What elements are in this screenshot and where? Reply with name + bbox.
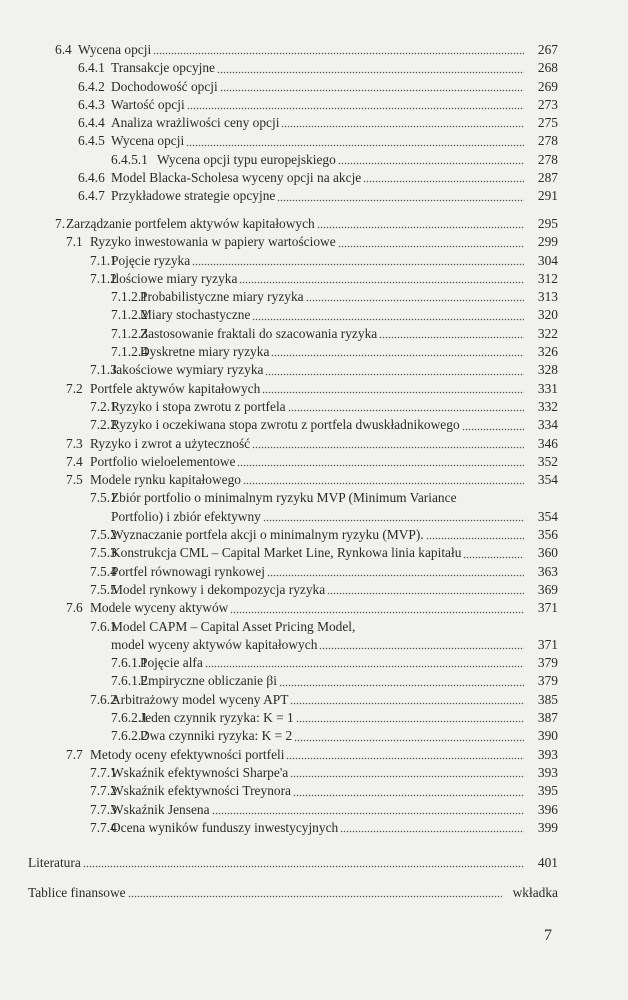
entry-title: Tablice finansowe (28, 885, 126, 900)
entry-page: 328 (537, 362, 558, 378)
toc-entry[interactable] (0, 471, 628, 489)
dot-leader (293, 787, 524, 797)
entry-title: Probabilistyczne miary ryzyka (140, 289, 304, 305)
toc-entry[interactable] (0, 325, 628, 343)
entry-number: 7.7.1 (90, 764, 117, 780)
toc-entry[interactable] (0, 599, 628, 617)
dot-leader (187, 100, 524, 110)
entry-number: 7.5.3 (90, 545, 117, 561)
entry-page: 393 (537, 764, 558, 780)
toc-entry[interactable] (0, 306, 628, 324)
dot-leader (306, 292, 524, 302)
entry-page: 313 (537, 289, 558, 305)
entry-number: 7.3 (66, 435, 83, 451)
entry-number: 7.1.2 (90, 270, 117, 286)
entry-page: 295 (537, 216, 558, 231)
entry-page: 312 (537, 270, 558, 286)
dot-leader (462, 421, 524, 431)
entry-title: Pojęcie ryzyka (111, 252, 191, 268)
toc-entry[interactable] (0, 672, 628, 690)
entry-number: 7.6.2.2 (111, 728, 148, 744)
toc-entry[interactable] (0, 380, 628, 398)
dot-leader (279, 677, 524, 687)
entry-page: 352 (537, 453, 558, 469)
dot-leader (338, 238, 524, 248)
entry-number: 6.4 (55, 42, 72, 57)
entry-title: Modele wyceny aktywów (90, 600, 229, 616)
dot-leader (463, 549, 524, 559)
entry-page: 299 (537, 234, 558, 250)
toc-entry[interactable] (0, 764, 628, 782)
dot-leader (338, 155, 524, 165)
entry-title: Wskaźnik efektywności Treynora (111, 783, 291, 799)
entry-title: Zbiór portfolio o minimalnym ryzyku MVP (Minimum Variance (111, 490, 457, 506)
entry-page: 334 (537, 417, 558, 433)
toc-entry[interactable] (0, 508, 628, 526)
dot-leader (153, 45, 524, 55)
entry-page: 267 (537, 42, 558, 57)
entry-title: Metody oceny efektywności portfeli (90, 746, 285, 762)
entry-page: 331 (537, 380, 558, 396)
entry-title: Transakcje opcyjne (111, 60, 215, 76)
entry-title: Modele rynku kapitałowego (90, 472, 241, 488)
toc-entry[interactable] (0, 453, 628, 471)
dot-leader (252, 311, 524, 321)
entry-number: 7.5.4 (90, 563, 117, 579)
entry-title: Literatura (28, 855, 81, 870)
dot-leader (319, 640, 524, 650)
entry-title: Wskaźnik efektywności Sharpe'a (111, 764, 289, 780)
toc-entry[interactable] (0, 691, 628, 709)
entry-page: 393 (537, 746, 558, 762)
dot-leader (186, 137, 524, 147)
entry-number: 7.1.1 (90, 252, 117, 268)
entry-title: Ocena wyników funduszy inwestycyjnych (111, 819, 339, 835)
entry-title: Dyskretne miary ryzyka (140, 344, 270, 360)
toc-entry[interactable] (0, 636, 628, 654)
entry-page: 322 (537, 325, 558, 341)
entry-page: 401 (537, 855, 558, 870)
toc-entry[interactable] (0, 96, 628, 114)
toc-entry[interactable] (0, 78, 628, 96)
dot-leader (290, 768, 524, 778)
toc-entry[interactable] (0, 801, 628, 819)
dot-leader (363, 173, 524, 183)
entry-page: wkładka (512, 885, 558, 900)
toc-entry[interactable] (0, 618, 628, 636)
entry-number: 7.7 (66, 746, 83, 762)
entry-number: 7.6 (66, 600, 83, 616)
dot-leader (220, 82, 524, 92)
entry-number: 7.6.2 (90, 691, 117, 707)
entry-title: Portfele aktywów kapitałowych (90, 380, 261, 396)
entry-page: 399 (537, 819, 558, 835)
dot-leader (239, 274, 524, 284)
entry-number: 7.4 (66, 453, 83, 469)
dot-leader (243, 475, 524, 485)
entry-title: Portfolio wieloelementowe (90, 453, 236, 469)
toc-entry[interactable] (0, 581, 628, 599)
entry-number: 7.2.2 (90, 417, 117, 433)
entry-title: Analiza wrażliwości ceny opcji (111, 115, 280, 131)
toc-entry[interactable] (0, 151, 628, 169)
entry-number: 7.2.1 (90, 398, 117, 414)
toc-entry[interactable] (0, 343, 628, 361)
entry-title: Pojęcie alfa (140, 655, 203, 671)
dot-leader (262, 384, 524, 394)
entry-title: Przykładowe strategie opcyjne (111, 188, 276, 204)
toc-entry[interactable] (0, 727, 628, 745)
entry-title: Zarządzanie portfelem aktywów kapitałowych (66, 216, 315, 231)
entry-number: 7.1.2.2 (111, 307, 148, 323)
entry-title: Portfel równowagi rynkowej (111, 563, 265, 579)
entry-number: 7.5.2 (90, 527, 117, 543)
dot-leader (327, 585, 524, 595)
dot-leader (192, 256, 524, 266)
dot-leader (205, 658, 524, 668)
entry-number: 7.6.2.1 (111, 710, 148, 726)
entry-page: 356 (537, 527, 558, 543)
toc-entry[interactable] (0, 252, 628, 270)
entry-number: 6.4.2 (78, 78, 105, 94)
entry-number: 6.4.5 (78, 133, 105, 149)
entry-number: 7.2 (66, 380, 83, 396)
toc-entry-literature[interactable] (0, 854, 628, 872)
entry-title: Miary stochastyczne (140, 307, 251, 323)
entry-number: 7.6.1 (90, 618, 117, 634)
toc-entry[interactable] (0, 563, 628, 581)
entry-number: 6.4.1 (78, 60, 105, 76)
dot-leader (294, 732, 524, 742)
entry-title: Model Blacka-Scholesa wyceny opcji na akcje (111, 170, 362, 186)
toc-entry[interactable] (0, 544, 628, 562)
entry-page: 278 (537, 151, 558, 167)
entry-number: 7.5 (66, 472, 83, 488)
entry-page: 385 (537, 691, 558, 707)
entry-page: 287 (537, 170, 558, 186)
entry-page: 268 (537, 60, 558, 76)
toc-entry[interactable] (0, 215, 628, 233)
entry-title: Portfolio) i zbiór efektywny (111, 508, 261, 524)
entry-title: Konstrukcja CML – Capital Market Line, Rynkowa linia kapitału (111, 545, 462, 561)
entry-title: Wycena opcji (111, 133, 185, 149)
dot-leader (286, 750, 524, 760)
entry-title: Model rynkowy i dekompozycja ryzyka (111, 581, 326, 597)
dot-leader (426, 530, 524, 540)
entry-number: 7.1 (66, 234, 83, 250)
dot-leader (317, 219, 524, 229)
entry-number: 6.4.7 (78, 188, 105, 204)
entry-page: 371 (537, 636, 558, 652)
entry-title: Wycena opcji (78, 42, 152, 57)
toc-entry[interactable] (0, 41, 628, 59)
entry-page: 278 (537, 133, 558, 149)
entry-number: 6.4.3 (78, 96, 105, 112)
toc-entry[interactable] (0, 187, 628, 205)
entry-title: model wyceny aktywów kapitałowych (111, 636, 318, 652)
entry-title: Dochodowość opcji (111, 78, 218, 94)
entry-page: 360 (537, 545, 558, 561)
entry-page: 320 (537, 307, 558, 323)
entry-title: Empiryczne obliczanie βi (140, 673, 277, 689)
entry-page: 273 (537, 96, 558, 112)
entry-page: 332 (537, 398, 558, 414)
dot-leader (212, 805, 524, 815)
entry-page: 354 (537, 472, 558, 488)
entry-page: 371 (537, 600, 558, 616)
entry-title: Jakościowe wymiary ryzyka (111, 362, 264, 378)
toc-entry[interactable] (0, 361, 628, 379)
dot-leader (296, 713, 524, 723)
entry-title: Model CAPM – Capital Asset Pricing Model, (111, 618, 356, 634)
toc-entry[interactable] (0, 169, 628, 187)
dot-leader (281, 118, 524, 128)
entry-title: Dwa czynniki ryzyka: K = 2 (140, 728, 293, 744)
toc-entry[interactable] (0, 654, 628, 672)
dot-leader (379, 329, 524, 339)
toc-entry[interactable] (0, 782, 628, 800)
entry-page: 346 (537, 435, 558, 451)
entry-page: 379 (537, 655, 558, 671)
dot-leader (230, 604, 524, 614)
toc-entry[interactable] (0, 233, 628, 251)
entry-number: 7.5.1 (90, 490, 117, 506)
toc-entry[interactable] (0, 746, 628, 764)
entry-number: 7. (55, 216, 66, 231)
toc-chapter-7 (0, 215, 628, 837)
dot-leader (277, 192, 524, 202)
entry-number: 6.4.5.1 (111, 151, 148, 167)
dot-leader (263, 512, 524, 522)
toc-entry[interactable] (0, 526, 628, 544)
toc-chapter-6 (0, 41, 628, 206)
entry-page: 269 (537, 78, 558, 94)
toc-entry[interactable] (0, 709, 628, 727)
entry-page: 354 (537, 508, 558, 524)
dot-leader (128, 888, 502, 898)
entry-number: 7.6.1.2 (111, 673, 148, 689)
entry-number: 7.1.2.3 (111, 325, 148, 341)
entry-title: Wycena opcji typu europejskiego (157, 151, 336, 167)
dot-leader (290, 695, 524, 705)
toc-entry[interactable] (0, 398, 628, 416)
entry-title: Wskaźnik Jensena (111, 801, 210, 817)
toc-entry[interactable] (0, 288, 628, 306)
toc-entry[interactable] (0, 114, 628, 132)
entry-title: Wyznaczanie portfela akcji o minimalnym ryzyku (MVP). (111, 527, 424, 543)
entry-number: 7.7.3 (90, 801, 117, 817)
entry-page: 275 (537, 115, 558, 131)
entry-page: 304 (537, 252, 558, 268)
entry-number: 7.7.2 (90, 783, 117, 799)
entry-title: Ryzyko i stopa zwrotu z portfela (111, 398, 286, 414)
entry-title: Ryzyko i oczekiwana stopa zwrotu z portfela dwuskładnikowego (111, 417, 460, 433)
entry-number: 7.5.5 (90, 581, 117, 597)
entry-number: 7.1.2.1 (111, 289, 148, 305)
dot-leader (83, 858, 524, 868)
entry-number: 6.4.6 (78, 170, 105, 186)
dot-leader (252, 439, 524, 449)
toc-entry[interactable] (0, 435, 628, 453)
toc-entry[interactable] (0, 489, 628, 507)
entry-page: 395 (537, 783, 558, 799)
entry-title: Ryzyko i zwrot a użyteczność (90, 435, 251, 451)
toc-entry[interactable] (0, 132, 628, 150)
entry-page: 387 (537, 710, 558, 726)
entry-number: 6.4.4 (78, 115, 105, 131)
toc-entry[interactable] (0, 270, 628, 288)
dot-leader (288, 402, 524, 412)
entry-title: Wartość opcji (111, 96, 185, 112)
entry-title: Ryzyko inwestowania w papiery wartościowe (90, 234, 336, 250)
dot-leader (217, 64, 524, 74)
entry-page: 369 (537, 581, 558, 597)
dot-leader (265, 366, 524, 376)
dot-leader (237, 457, 524, 467)
dot-leader (267, 567, 524, 577)
entry-page: 291 (537, 188, 558, 204)
entry-title: Ilościowe miary ryzyka (111, 270, 238, 286)
entry-number: 7.6.1.1 (111, 655, 148, 671)
entry-page: 363 (537, 563, 558, 579)
dot-leader (340, 823, 524, 833)
entry-page: 326 (537, 344, 558, 360)
entry-number: 7.1.3 (90, 362, 117, 378)
toc-entry[interactable] (0, 59, 628, 77)
dot-leader (271, 347, 524, 357)
entry-title: Zastosowanie fraktali do szacowania ryzyka (140, 325, 378, 341)
entry-number: 7.7.4 (90, 819, 117, 835)
entry-title: Jeden czynnik ryzyka: K = 1 (140, 710, 294, 726)
entry-page: 390 (537, 728, 558, 744)
toc-entry[interactable] (0, 416, 628, 434)
entry-number: 7.1.2.4 (111, 344, 148, 360)
entry-page: 396 (537, 801, 558, 817)
page-number: 7 (544, 927, 552, 944)
toc-entry[interactable] (0, 819, 628, 837)
entry-page: 379 (537, 673, 558, 689)
toc-entry-tables[interactable] (0, 884, 628, 902)
entry-title: Arbitrażowy model wyceny APT (111, 691, 289, 707)
